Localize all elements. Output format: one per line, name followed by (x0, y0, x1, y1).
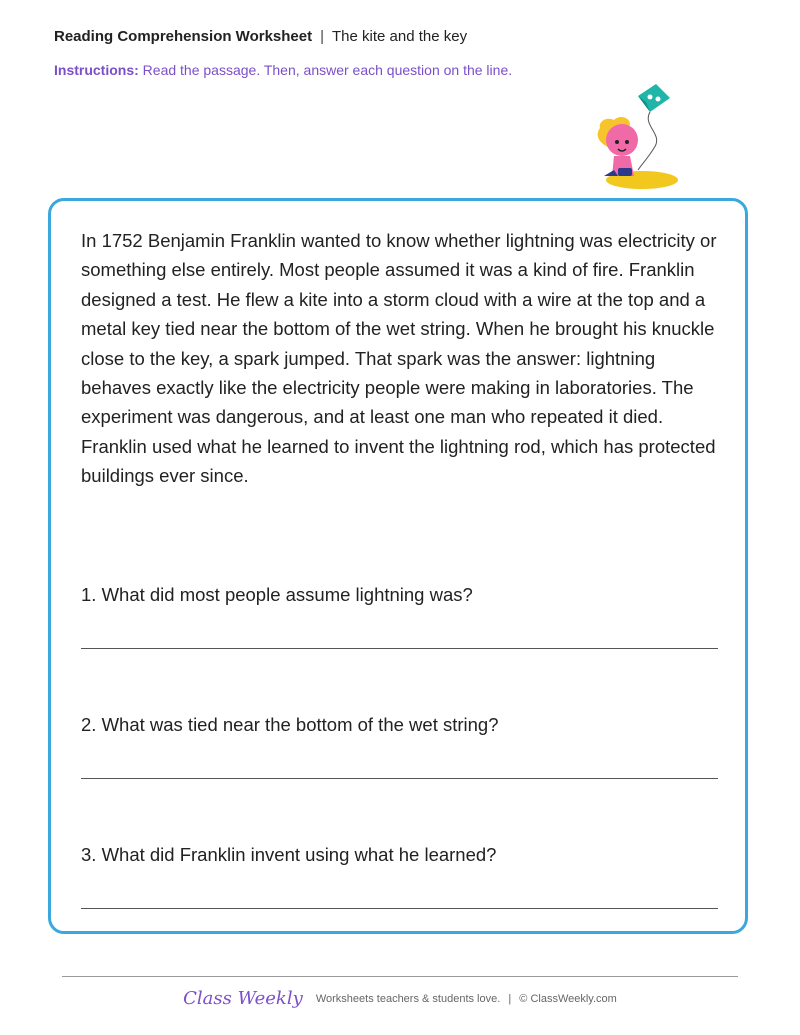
footer-separator: | (508, 993, 512, 1005)
instructions-label: Instructions: (54, 62, 139, 78)
footer-copyright: © ClassWeekly.com (519, 993, 617, 1005)
answer-line-3[interactable] (81, 908, 718, 909)
question-1: 1. What did most people assume lightning was? (81, 584, 473, 605)
footer-tagline: Worksheets teachers & students love. (315, 993, 501, 1005)
worksheet-subtitle: The kite and the key (332, 28, 468, 45)
instructions-text: Read the passage. Then, answer each question on the line. (142, 62, 513, 78)
worksheet-title: Reading Comprehension Worksheet (54, 28, 313, 45)
footer-divider (62, 976, 738, 977)
instructions (54, 60, 514, 81)
question-3: 3. What did Franklin invent using what he learned? (81, 844, 497, 865)
question-2: 2. What was tied near the bottom of the wet string? (81, 714, 499, 735)
worksheet-header (54, 28, 467, 45)
answer-line-1[interactable] (81, 648, 718, 649)
footer (0, 988, 800, 1009)
header-separator: | (320, 28, 325, 45)
answer-line-2[interactable] (81, 778, 718, 779)
reading-passage: In 1752 Benjamin Franklin wanted to know whether lightning was electricity or something else entirely. Most people assumed it was a kind of fire. Franklin designed a test. He flew a kite into a storm cloud with a wire at the top and a metal key tied near the bottom of the wet string. When he brought his knuckle close to the key, a spark jumped. That spark was the answer: lightning behaves exactly like the electricity people were making in laboratories. The experiment was dangerous, and at least one man who repeated it died. Franklin used what he learned to invent the lightning rod, which has protected buildings ever since. (81, 230, 717, 487)
child-flying-kite-icon (584, 78, 684, 196)
brand-logo: Class Weekly (183, 988, 303, 1009)
